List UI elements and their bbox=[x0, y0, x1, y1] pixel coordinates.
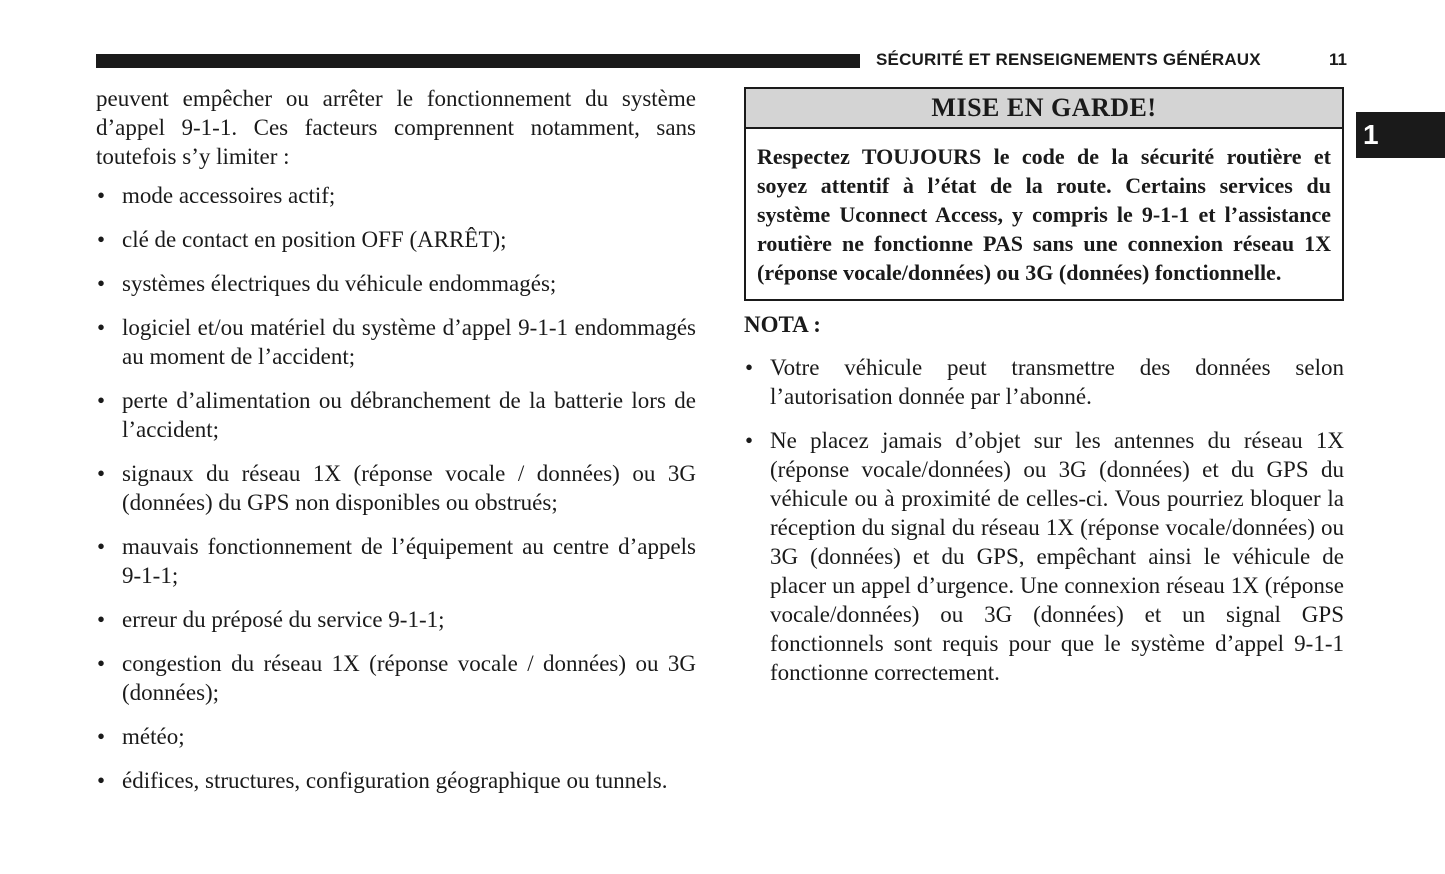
list-item-text: mode accessoires actif; bbox=[122, 183, 336, 208]
list-item bbox=[96, 225, 696, 254]
list-item-text: logiciel et/ou matériel du système d’appel 9-1-1 endommagés au moment de l’accident; bbox=[122, 315, 696, 369]
list-item-text: clé de contact en position OFF (ARRÊT); bbox=[122, 227, 507, 252]
bullet-icon: • bbox=[97, 607, 106, 632]
chapter-tab: 1 bbox=[1356, 112, 1445, 158]
section-title: SÉCURITÉ ET RENSEIGNEMENTS GÉNÉRAUX bbox=[876, 50, 1261, 69]
list-item bbox=[744, 426, 1344, 687]
note-list bbox=[744, 353, 1344, 687]
bullet-icon: • bbox=[97, 271, 106, 296]
list-item-text: Votre véhicule peut transmettre des données selon l’autorisation donnée par l’abonné. bbox=[770, 355, 1344, 409]
list-item bbox=[96, 766, 696, 795]
list-item-text: systèmes électriques du véhicule endommagés; bbox=[122, 271, 557, 296]
bullet-icon: • bbox=[97, 315, 106, 340]
left-column bbox=[96, 84, 696, 810]
bullet-icon: • bbox=[97, 768, 106, 793]
list-item bbox=[96, 649, 696, 707]
page-number: 11 bbox=[1329, 50, 1347, 69]
note-label: NOTA : bbox=[744, 312, 821, 337]
warning-box bbox=[744, 87, 1344, 301]
list-item bbox=[96, 532, 696, 590]
list-item-text: mauvais fonctionnement de l’équipement au centre d’appels 9-1-1; bbox=[122, 534, 696, 588]
bullet-icon: • bbox=[97, 388, 106, 413]
bullet-icon: • bbox=[97, 183, 106, 208]
bullet-icon: • bbox=[745, 355, 754, 380]
bullet-icon: • bbox=[97, 724, 106, 749]
list-item-text: congestion du réseau 1X (réponse vocale / données) ou 3G (données); bbox=[122, 651, 696, 705]
list-item bbox=[96, 386, 696, 444]
factor-list bbox=[96, 181, 696, 795]
intro-paragraph: peuvent empêcher ou arrêter le fonctionnement du système d’appel 9-1-1. Ces facteurs comprennent notamment, sans toutefois s’y limiter : bbox=[96, 86, 696, 169]
list-item-text: erreur du préposé du service 9-1-1; bbox=[122, 607, 445, 632]
list-item bbox=[96, 605, 696, 634]
bullet-icon: • bbox=[97, 534, 106, 559]
bullet-icon: • bbox=[97, 651, 106, 676]
bullet-icon: • bbox=[97, 227, 106, 252]
warning-text: Respectez TOUJOURS le code de la sécurité routière et soyez attentif à l’état de la route. Certains services du système Uconnect Access, y compris le 9-1-1 et l’assistance routière ne fonctionne PAS sans une connexion réseau 1X (réponse vocale/données) ou 3G (données) fonctionnelle. bbox=[757, 144, 1331, 285]
list-item bbox=[96, 181, 696, 210]
right-column bbox=[744, 87, 1344, 702]
list-item bbox=[96, 269, 696, 298]
bullet-icon: • bbox=[97, 461, 106, 486]
bullet-icon: • bbox=[745, 428, 754, 453]
list-item-text: Ne placez jamais d’objet sur les antennes du réseau 1X (réponse vocale/données) ou 3G (données) et du GPS du véhicule ou à proximité de celles-ci. Vous pourriez bloquer la réception du signal du réseau 1X (réponse vocale/données) ou 3G (données) et du GPS, empêchant ainsi le véhicule de placer un appel d’urgence. Une connexion réseau 1X (réponse vocale/données) ou 3G (données) et un signal GPS fonctionnels sont requis pour que le système d’appel 9-1-1 fonctionne correctement. bbox=[770, 428, 1344, 685]
list-item-text: édifices, structures, configuration géographique ou tunnels. bbox=[122, 768, 668, 793]
warning-title: MISE EN GARDE! bbox=[746, 89, 1342, 129]
list-item bbox=[96, 722, 696, 751]
header-rule bbox=[96, 54, 860, 68]
list-item bbox=[744, 353, 1344, 411]
list-item-text: météo; bbox=[122, 724, 185, 749]
list-item-text: signaux du réseau 1X (réponse vocale / données) ou 3G (données) du GPS non disponibles ou obstrués; bbox=[122, 461, 696, 515]
list-item bbox=[96, 313, 696, 371]
list-item-text: perte d’alimentation ou débranchement de la batterie lors de l’accident; bbox=[122, 388, 696, 442]
list-item bbox=[96, 459, 696, 517]
